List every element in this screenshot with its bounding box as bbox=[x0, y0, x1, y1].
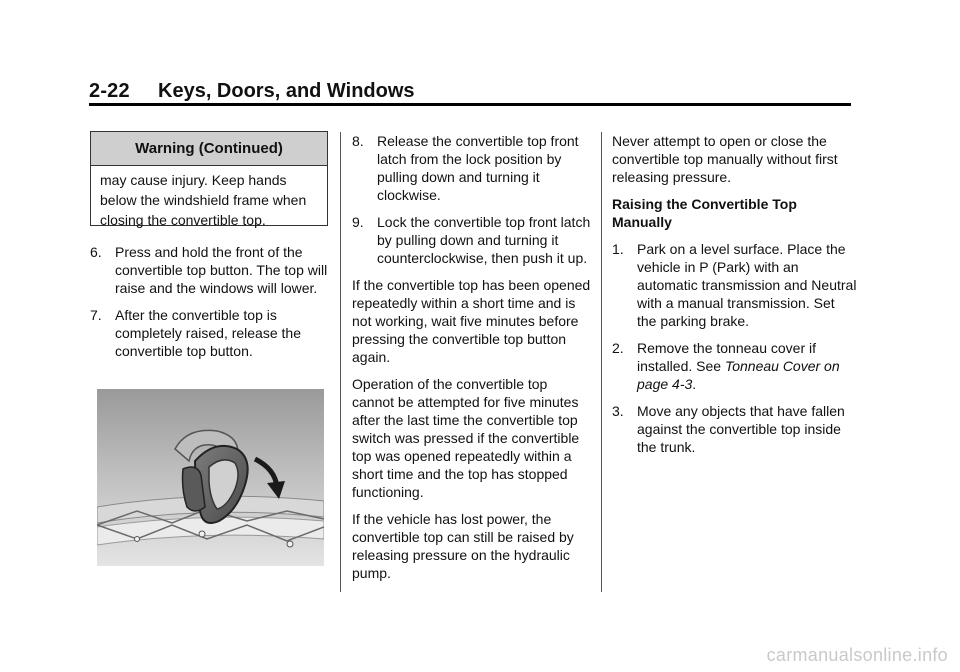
step-item bbox=[352, 132, 592, 204]
column-3 bbox=[612, 132, 857, 465]
step-number: 2. bbox=[612, 340, 624, 356]
step-number: 8. bbox=[352, 133, 364, 149]
step-item bbox=[90, 243, 330, 297]
step-item bbox=[612, 402, 857, 456]
step-text: After the convertible top is completely raised, release the convertible top button. bbox=[115, 307, 301, 359]
paragraph: If the convertible top has been opened repeatedly within a short time and is not working, wait five minutes before pressing the convertible top button again. bbox=[352, 277, 591, 365]
warning-box bbox=[90, 131, 328, 226]
watermark: carmanualsonline.info bbox=[766, 645, 948, 665]
step-number: 1. bbox=[612, 241, 624, 257]
step-item bbox=[90, 306, 330, 360]
warning-body: may cause injury. Keep hands below the windshield frame when closing the convertible top. bbox=[100, 172, 307, 228]
subheading: Raising the Convertible Top Manually bbox=[612, 196, 797, 230]
column-divider bbox=[340, 132, 341, 592]
step-number: 9. bbox=[352, 214, 364, 230]
step-item bbox=[612, 339, 857, 393]
page-number: 2-22 bbox=[89, 80, 130, 102]
step-item bbox=[612, 240, 857, 330]
step-item bbox=[352, 213, 592, 267]
step-text: Park on a level surface. Place the vehicle in P (Park) with an automatic transmission and Neutral with a manual transmission. Set the parking brake. bbox=[637, 241, 857, 329]
paragraph: If the vehicle has lost power, the convertible top can still be raised by releasing pressure on the hydraulic pump. bbox=[352, 511, 574, 581]
column-divider bbox=[601, 132, 602, 592]
cross-reference-link[interactable]: Tonneau Cover on page 4-3 bbox=[637, 358, 840, 392]
step-number: 6. bbox=[90, 244, 102, 260]
paragraph: Operation of the convertible top cannot be attempted for five minutes after the last time the convertible top switch was pressed if the convertible top was opened repeatedly within a short time and the top has stopped functioning. bbox=[352, 376, 580, 500]
step-text: Move any objects that have fallen against the convertible top inside the trunk. bbox=[637, 403, 845, 455]
step-text: Lock the convertible top front latch by pulling down and turning it counterclockwise, then push it up. bbox=[377, 214, 591, 266]
warning-heading: Warning (Continued) bbox=[91, 132, 327, 166]
column-2 bbox=[352, 132, 592, 591]
step-number: 7. bbox=[90, 307, 102, 323]
step-text: . bbox=[692, 376, 697, 392]
header-rule bbox=[89, 103, 851, 106]
step-text: Release the convertible top front latch from the lock position by pulling down and turning it clockwise. bbox=[377, 133, 579, 203]
step-text: Remove the tonneau cover if installed. See bbox=[637, 340, 816, 374]
section-title: Keys, Doors, and Windows bbox=[158, 80, 415, 102]
step-number: 3. bbox=[612, 403, 624, 419]
column-1 bbox=[90, 243, 330, 369]
step-text: Press and hold the front of the convertible top button. The top will raise and the windows will lower. bbox=[115, 244, 328, 296]
intro-paragraph: Never attempt to open or close the convertible top manually without first releasing pressure. bbox=[612, 133, 838, 185]
convertible-latch-illustration bbox=[97, 389, 324, 566]
